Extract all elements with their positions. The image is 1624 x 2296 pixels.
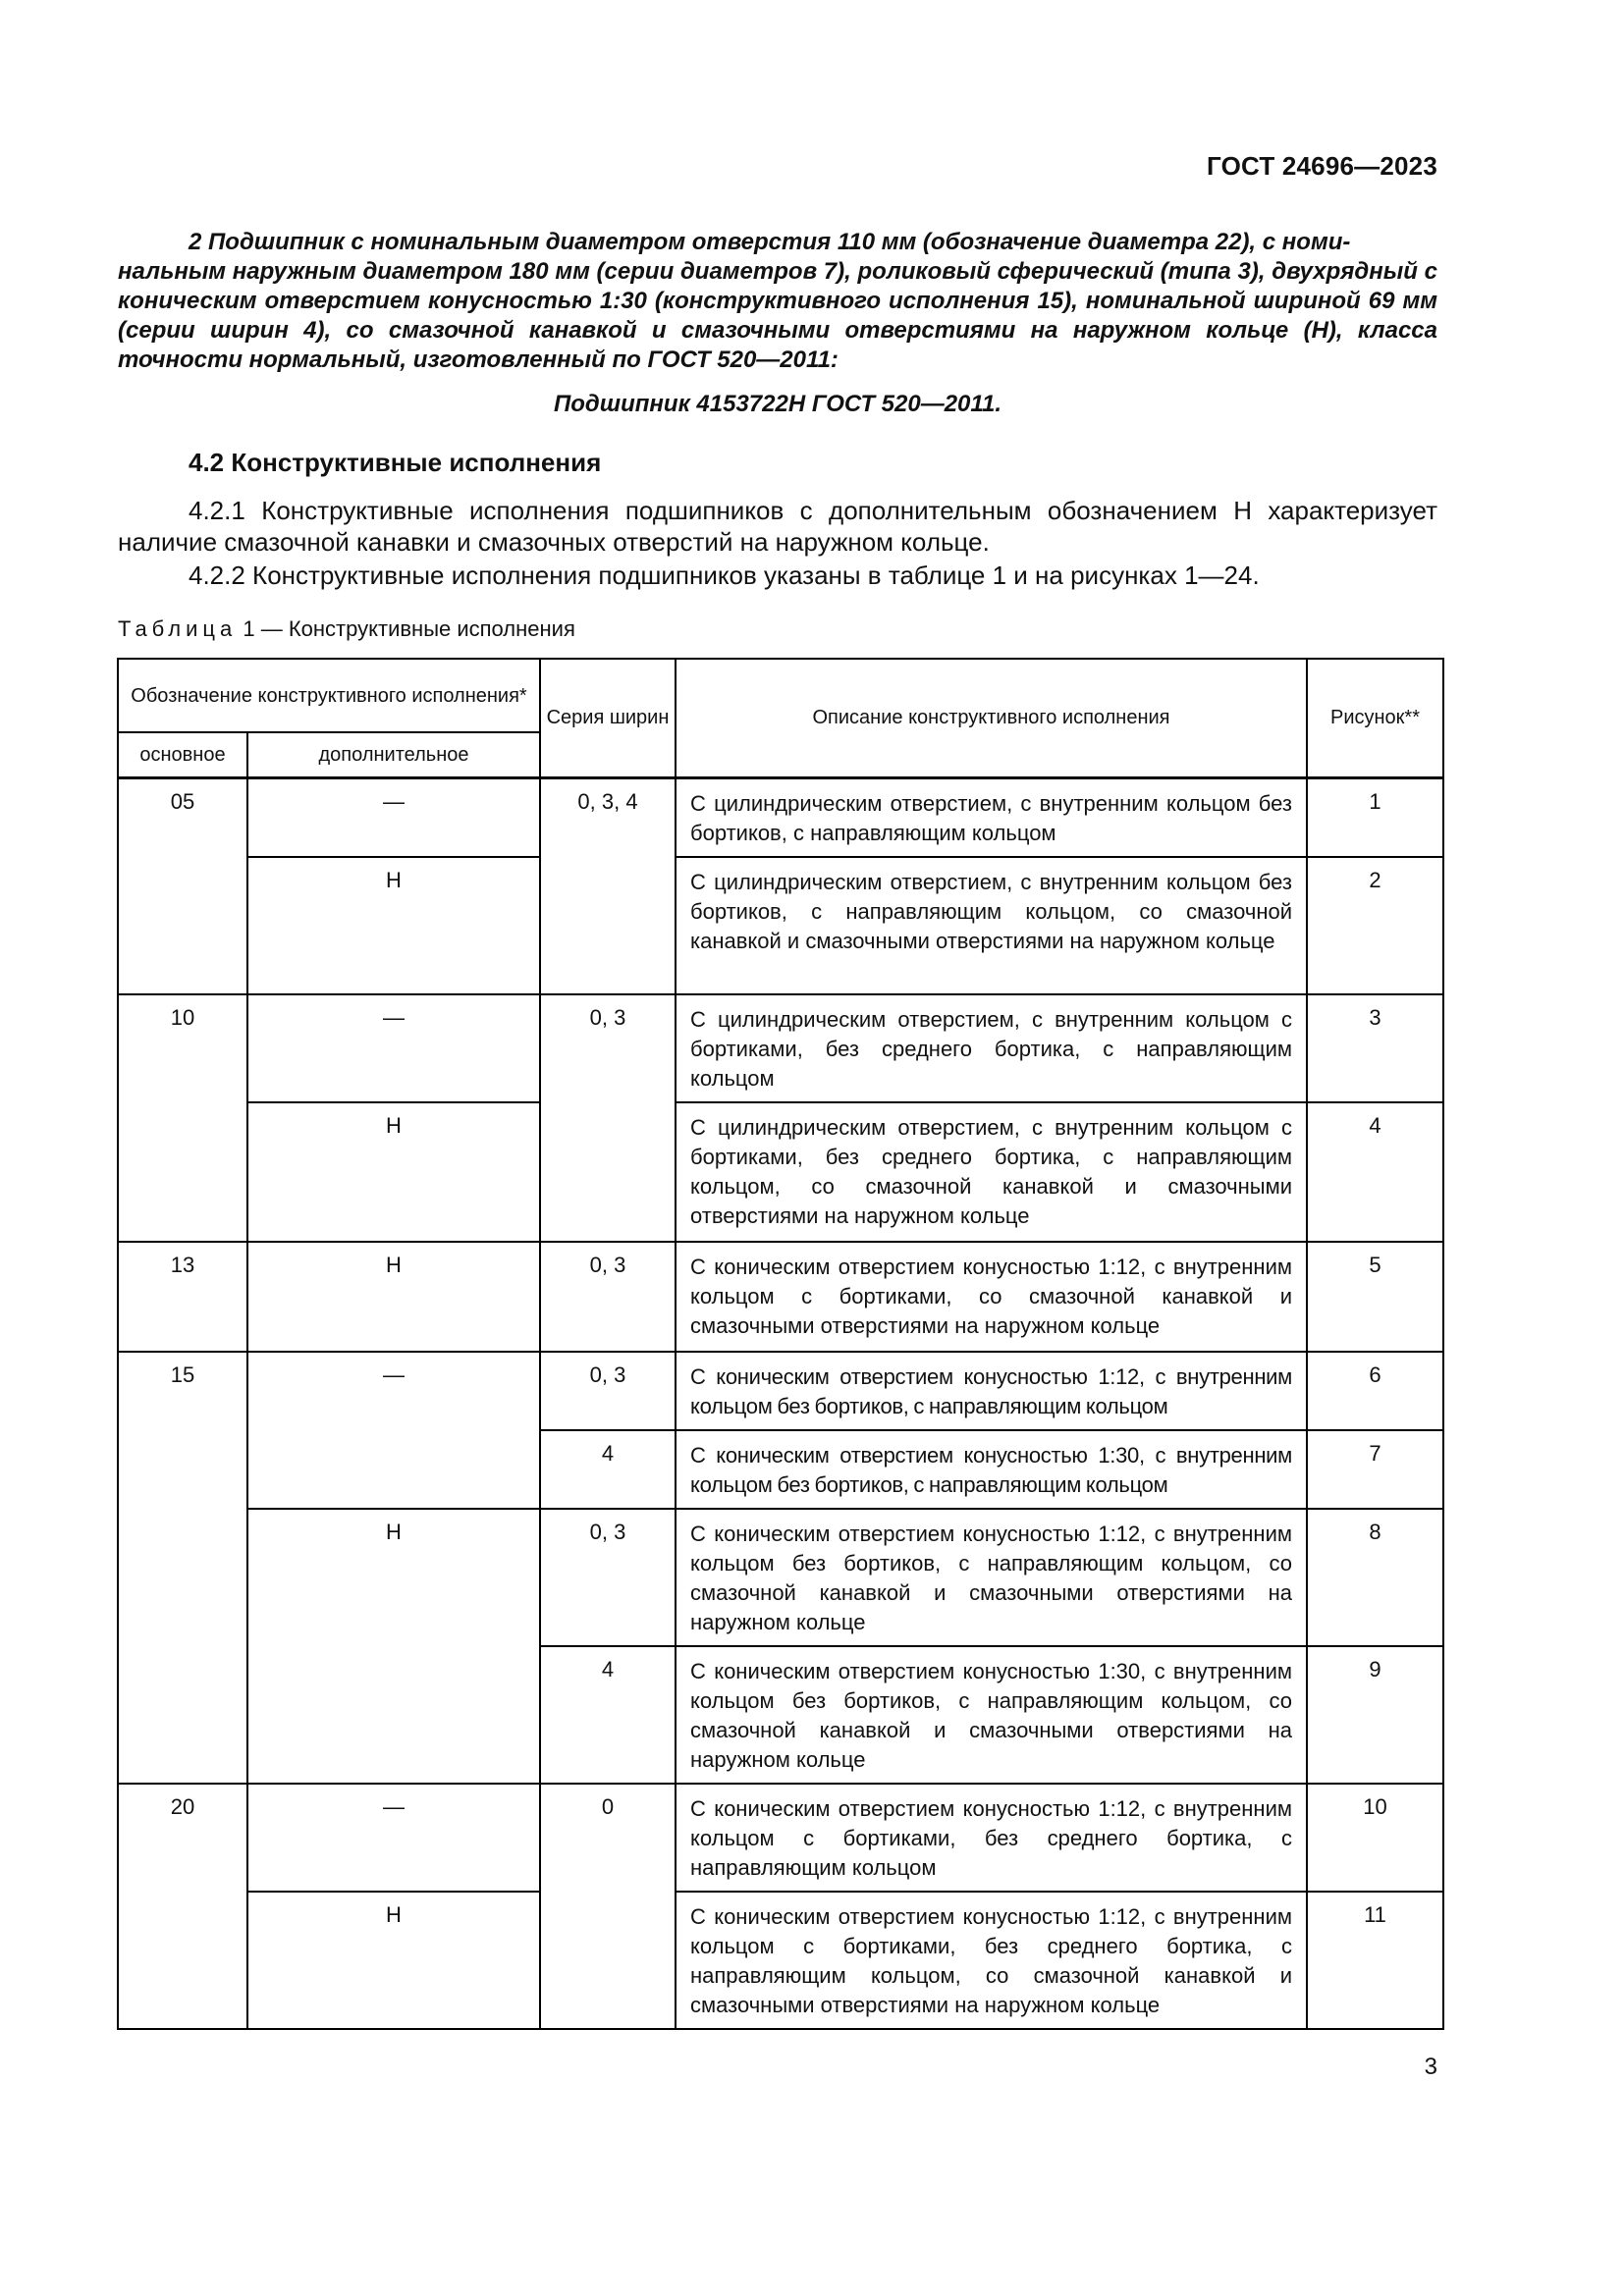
cell-figure: 1 [1307, 777, 1443, 857]
cell-figure: 4 [1307, 1102, 1443, 1242]
cell-figure: 7 [1307, 1430, 1443, 1509]
cell-series: 0, 3 [540, 1242, 676, 1352]
header-description: Описание конструктивного исполнения [676, 659, 1307, 777]
designs-table [117, 658, 1444, 2030]
cell-description: С коническим отверстием конусностью 1:30, с внутренним кольцом без бортиков, с направляющим кольцом, со смазочной канавкой и смазочными отверстиями на наружном кольце [676, 1646, 1307, 1784]
cell-description: С цилиндрическим отверстием, с внутренним кольцом с бортиками, без среднего бортика, с направляющим кольцом, со смазочной канавкой и смазочными отверстиями на наружном кольце [676, 1102, 1307, 1242]
cell-description: С коническим отверстием конусностью 1:12, с внутренним кольцом без бортиков, с направляющим кольцом [676, 1352, 1307, 1430]
cell-description: С цилиндрическим отверстием, с внутренним кольцом без бортиков, с направляющим кольцом [676, 777, 1307, 857]
cell-figure: 2 [1307, 857, 1443, 994]
cell-description: С цилиндрическим отверстием, с внутренним кольцом без бортиков, с направляющим кольцом, со смазочной канавкой и смазочными отверстиями на наружном кольце [676, 857, 1307, 994]
table-row [118, 1892, 1443, 2029]
cell-additional: Н [247, 1892, 540, 2029]
table-row [118, 1509, 1443, 1646]
cell-figure: 3 [1307, 994, 1443, 1102]
cell-series: 0, 3 [540, 994, 676, 1102]
cell-description: С цилиндрическим отверстием, с внутренним кольцом с бортиками, без среднего бортика, с направляющим кольцом [676, 994, 1307, 1102]
cell-figure: 5 [1307, 1242, 1443, 1352]
cell-figure: 6 [1307, 1352, 1443, 1430]
cell-basic: 10 [118, 994, 247, 1102]
table-caption-label: Таблица [118, 616, 238, 641]
cell-figure: 11 [1307, 1892, 1443, 2029]
table-caption-text: 1 — Конструктивные исполнения [243, 616, 575, 641]
header-series: Серия ширин [540, 659, 676, 777]
cell-additional: — [247, 777, 540, 857]
table-row [118, 1430, 1443, 1509]
cell-series: 4 [540, 1646, 676, 1784]
cell-basic: 13 [118, 1242, 247, 1352]
paragraph-4-2-2: 4.2.2 Конструктивные исполнения подшипников указаны в таблице 1 и на рисунках 1—24. [189, 561, 1260, 590]
cell-series: 0 [540, 1784, 676, 1892]
table-row [118, 994, 1443, 1102]
cell-figure: 9 [1307, 1646, 1443, 1784]
cell-basic: 20 [118, 1784, 247, 1892]
cell-description: С коническим отверстием конусностью 1:12, с внутренним кольцом с бортиками, без среднего бортика, с направляющим кольцом [676, 1784, 1307, 1892]
cell-description: С коническим отверстием конусностью 1:12, с внутренним кольцом с бортиками, без среднего бортика, с направляющим кольцом, со смазочной канавкой и смазочными отверстиями на наружном кольце [676, 1892, 1307, 2029]
table-caption [118, 616, 575, 642]
header-designation: Обозначение конструктивного исполнения* [118, 659, 540, 732]
page-number: 3 [1424, 2054, 1437, 2080]
cell-additional: Н [247, 1242, 540, 1352]
header-basic: основное [118, 732, 247, 777]
cell-additional: Н [247, 1509, 540, 1646]
table-row [118, 777, 1443, 857]
cell-figure: 8 [1307, 1509, 1443, 1646]
table-row [118, 857, 1443, 994]
cell-additional: — [247, 994, 540, 1102]
cell-series: 0, 3 [540, 1352, 676, 1430]
cell-description: С коническим отверстием конусностью 1:12, с внутренним кольцом без бортиков, с направляющим кольцом, со смазочной канавкой и смазочными отверстиями на наружном кольце [676, 1509, 1307, 1646]
cell-series: 0, 3 [540, 1509, 676, 1646]
table-container [117, 658, 1444, 2030]
document-code-header: ГОСТ 24696—2023 [1207, 151, 1437, 181]
cell-description: С коническим отверстием конусностью 1:30, с внутренним кольцом без бортиков, с направляющим кольцом [676, 1430, 1307, 1509]
table-row [118, 1646, 1443, 1784]
cell-basic: 15 [118, 1352, 247, 1430]
cell-additional: Н [247, 857, 540, 994]
header-figure: Рисунок** [1307, 659, 1443, 777]
example-text-rest: нальным наружным диаметром 180 мм (серии диаметров 7), роликовый сферический (типа 3), двухрядный с коническим отверстием конусностью 1:30 (конструктивного исполнения 15), номинальной шириной 69 мм (серии ширин 4), со смазочной канавкой и смазочными отверстиями на наружном кольце (Н), класса точности нормальный, изготовленный по ГОСТ 520—2011: [118, 258, 1437, 373]
cell-series: 0, 3, 4 [540, 777, 676, 857]
table-row [118, 1102, 1443, 1242]
cell-figure: 10 [1307, 1784, 1443, 1892]
section-heading: 4.2 Конструктивные исполнения [189, 448, 602, 477]
table-row [118, 1352, 1443, 1430]
cell-additional: — [247, 1784, 540, 1892]
example-text-first-line: 2 Подшипник с номинальным диаметром отверстия 110 мм (обозначение диаметра 22), с номи- [189, 229, 1351, 255]
cell-basic: 05 [118, 777, 247, 857]
cell-additional: — [247, 1352, 540, 1430]
example-paragraph [118, 228, 1437, 375]
cell-additional: Н [247, 1102, 540, 1242]
table-row [118, 1784, 1443, 1892]
header-additional: дополнительное [247, 732, 540, 777]
cell-series: 4 [540, 1430, 676, 1509]
paragraph-4-2-1: 4.2.1 Конструктивные исполнения подшипников с дополнительным обозначением Н характеризует наличие смазочной канавки и смазочных отверстий на наружном кольце. [118, 496, 1437, 557]
table-row [118, 1242, 1443, 1352]
example-result-designation: Подшипник 4153722Н ГОСТ 520—2011. [554, 391, 1001, 417]
cell-description: С коническим отверстием конусностью 1:12, с внутренним кольцом с бортиками, со смазочной канавкой и смазочными отверстиями на наружном кольце [676, 1242, 1307, 1352]
